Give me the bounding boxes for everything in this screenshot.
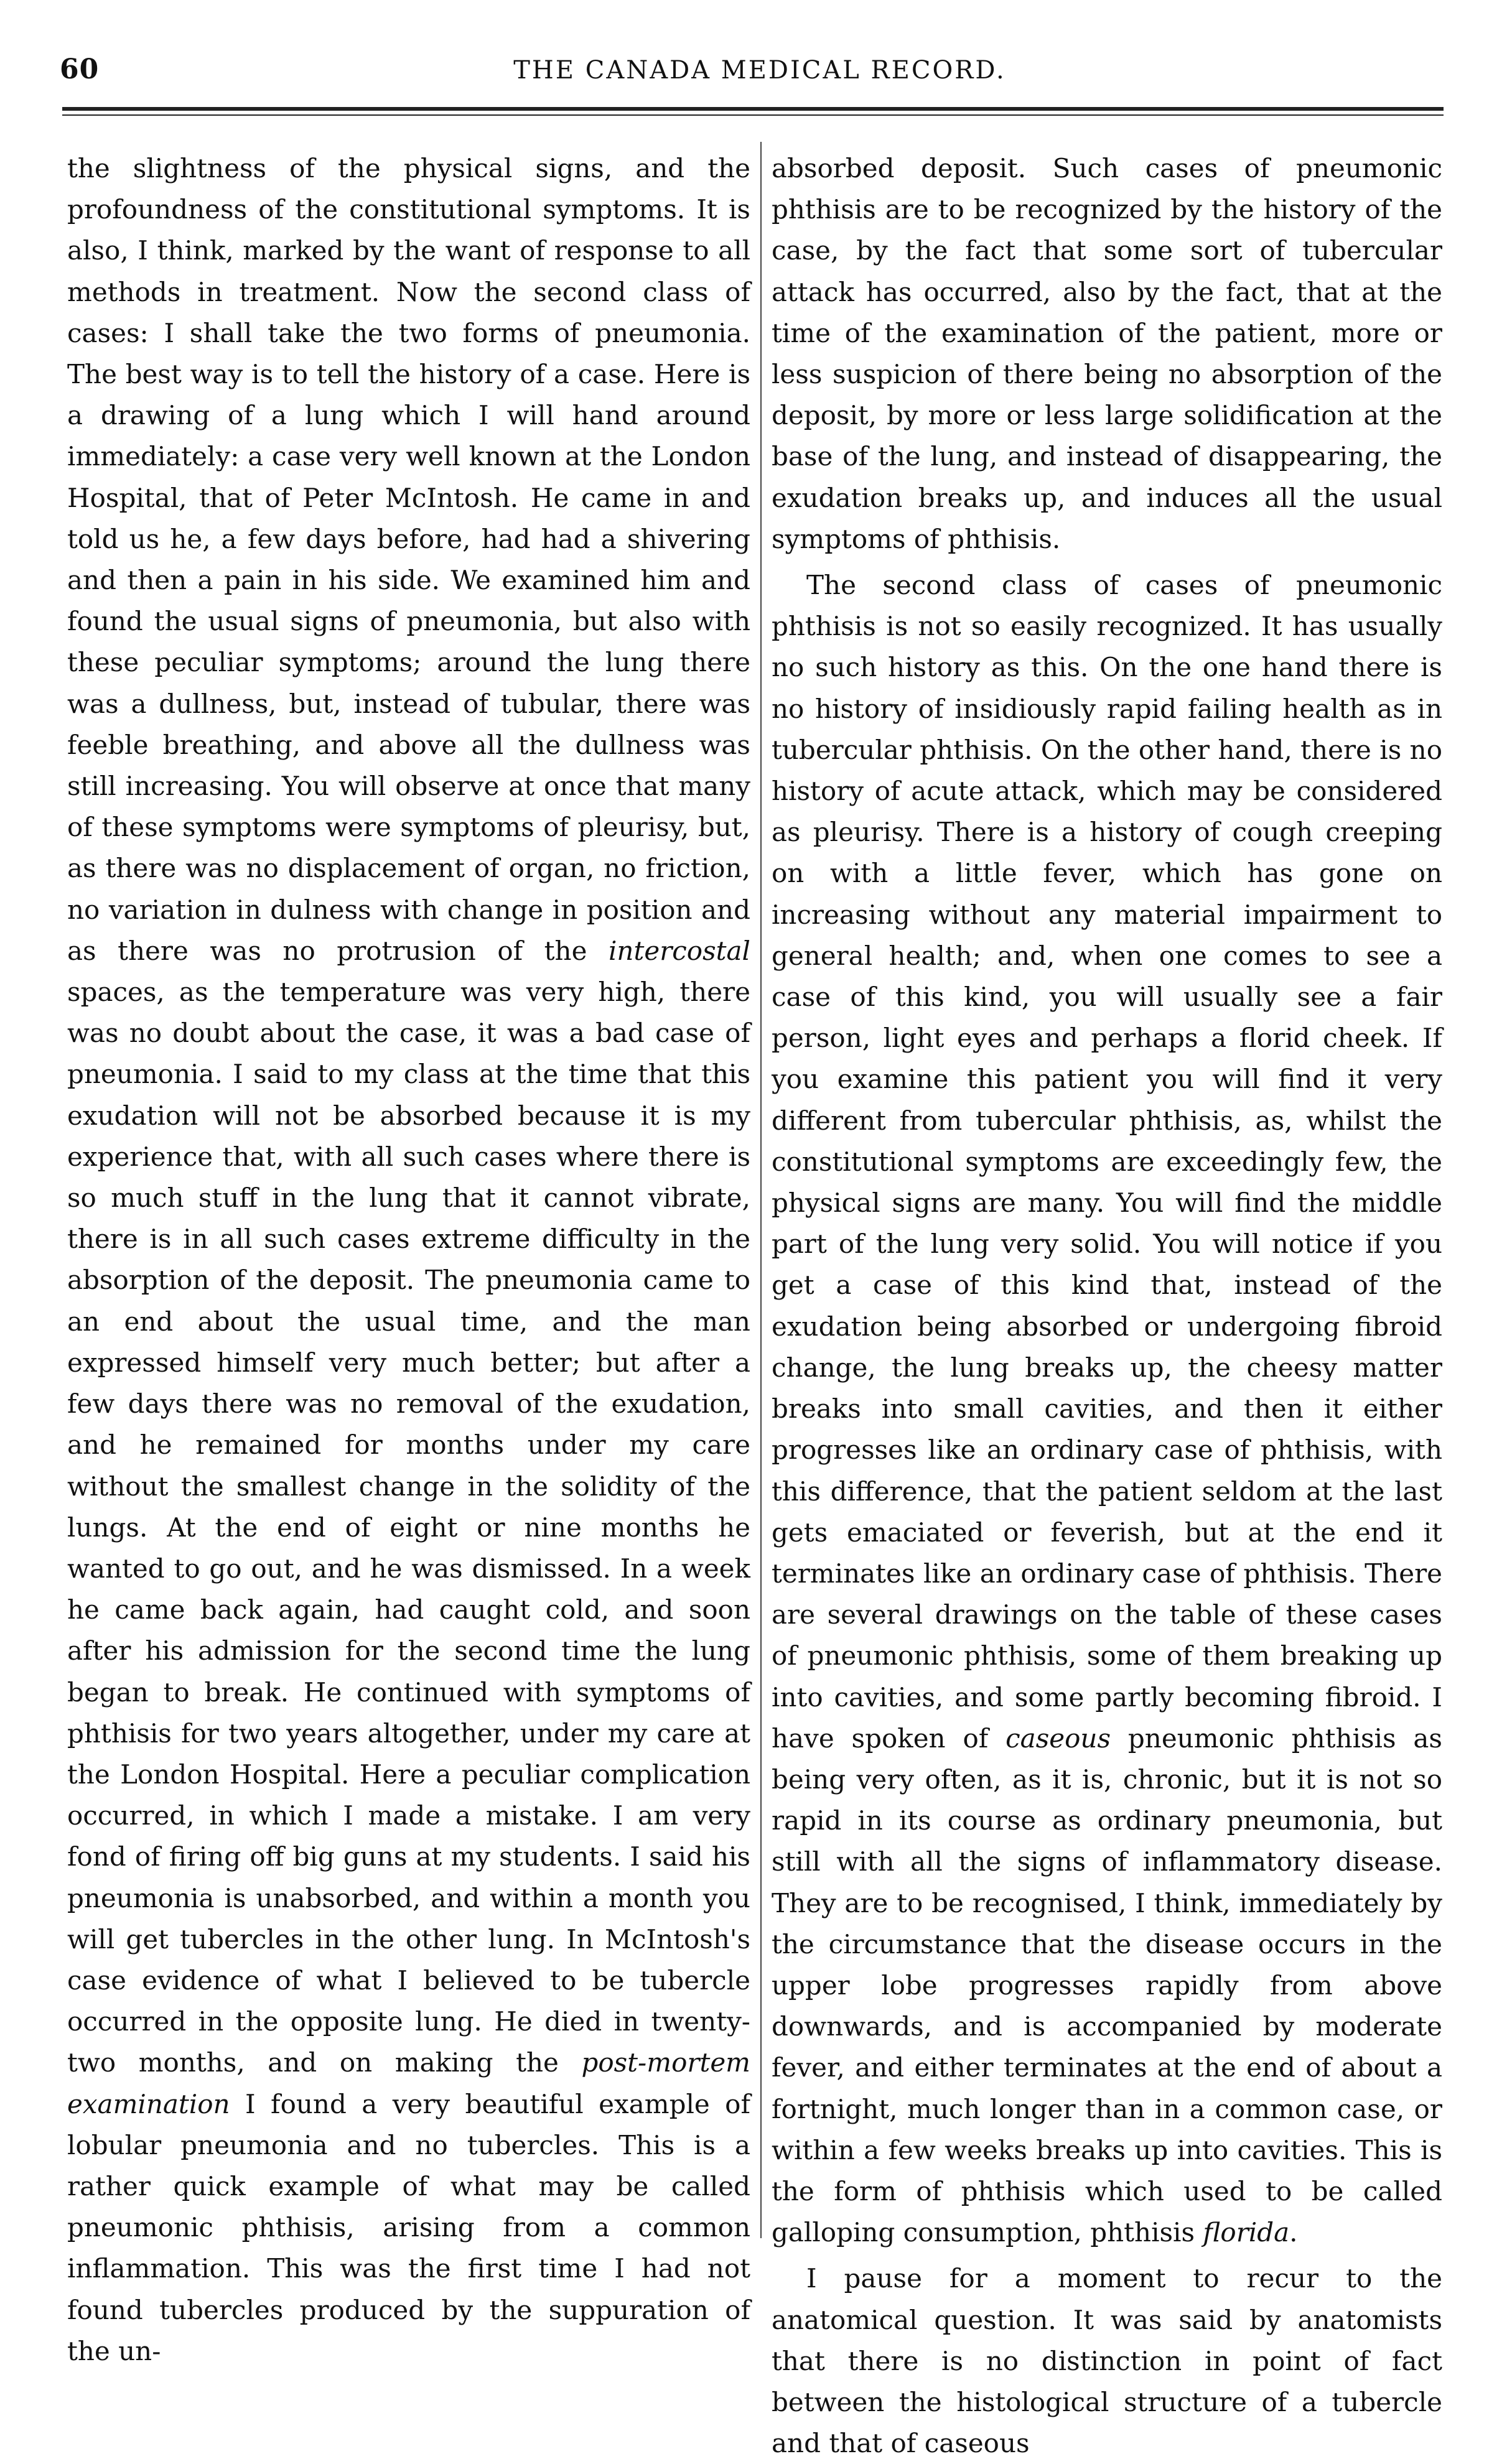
paragraph: I pause for a moment to recur to the anatomical question. It was said by anatomists that there is no distinction in point of fact between the histological structure of a tubercle and that of caseous (772, 2263, 1442, 2459)
page-number: 60 (60, 53, 100, 85)
paragraph: absorbed deposit. Such cases of pneumonic phthisis are to be recognized by the history of the case, by the fact that some sort of tubercular attack has occurred, also by the fact, that at the time of the examination of the patient, more or less suspicion of there being no absorption of the deposit, by more or less large solidification at the base of the lung, and instead of disappearing, the exudation breaks up, and induces all the usual symptoms of phthisis. (772, 153, 1442, 554)
right-column (772, 148, 1442, 2464)
left-column (67, 148, 750, 2372)
text-run: the slightness of the physical signs, and the profoundness of the constitutional symptoms. It is also, I think, marked by the want of response to all methods in treatment. Now the second class of cases: I shall take the two forms of pneumonia. The best way is to tell the history of a case. Here is a drawing of a lung which I will hand around immediately: a case very well known at the London Hospital, that of Peter McIntosh. He came in and told us he, a few days before, had had a shivering and then a pain in his side. We examined him and found the usual signs of pneumonia, but also with these peculiar symptoms; around the lung there was a dullness, but, instead of tubular, there was feeble breathing, and above all the dullness was still increasing. You will observe at once that many of these symptoms were symptoms of pleurisy, but, as there was no displacement of organ, no friction, no variation in dulness with change in position and as there was no protrusion of the (67, 153, 750, 966)
running-title: THE CANADA MEDICAL RECORD. (513, 56, 1006, 85)
italic-term: intercostal (608, 935, 750, 966)
page-header (60, 53, 1460, 91)
text-run: . (1289, 2217, 1298, 2248)
italic-term: florida (1203, 2217, 1290, 2248)
italic-term: post-mortem examination (67, 2047, 750, 2119)
paragraph (67, 148, 750, 2372)
header-rule-thin (62, 114, 1444, 116)
column-divider (760, 142, 762, 2238)
header-rule-thick (62, 107, 1444, 111)
paragraph (772, 565, 1442, 2253)
italic-term: caseous (1005, 1722, 1111, 1754)
text-run: spaces, as the temperature was very high, there was no doubt about the case, it was a bad case of pneumonia. I said to my class at the time that this exudation will not be absorbed because it is my experience that, with all such cases where there is so much stuff in the lung that it cannot vibrate, there is in all such cases extreme difficulty in the absorption of the deposit. The pneumonia came to an end about the usual time, and the man expressed himself very much better; but after a few days there was no removal of the exudation, and he remained for months under my care without the smallest change in the solidity of the lungs. At the end of eight or nine months he wanted to go out, and he was dismissed. In a week he came back again, had caught cold, and soon after his admission for the second time the lung began to break. He continued with symptoms of phthisis for two years altogether, under my care at the London Hospital. Here a peculiar complication occurred, in which I made a mistake. I am very fond of firing off big guns at my students. I said his pneumonia is unabsorbed, and within a month you will get tubercles in the other lung. In McIntosh's case evidence of what I believed to be tubercle occurred in the opposite lung. He died in twenty-two months, and on making the (67, 977, 750, 2078)
text-run: I found a very beautiful example of lobular pneumonia and no tubercles. This is a rather quick example of what may be called pneumonic phthisis, arising from a common inflammation. This was the first time I had not found tubercles produced by the suppuration of the un- (67, 2088, 750, 2366)
text-run: pneumonic phthisis as being very often, as it is, chronic, but it is not so rapid in its course as ordinary pneumonia, but still with all the signs of inflammatory disease. They are to be recognised, I think, immediately by the circumstance that the disease occurs in the upper lobe progresses rapidly from above downwards, and is accompanied by moderate fever, and either terminates at the end of about a fortnight, much longer than in a common case, or within a few weeks breaks up into cavities. This is the form of phthisis which used to be called galloping consumption, phthisis (772, 1722, 1442, 2248)
text-run: The second class of cases of pneumonic phthisis is not so easily recognized. It has usually no such history as this. On the one hand there is no history of insidiously rapid failing health as in tubercular phthisis. On the other hand, there is no history of acute attack, which may be considered as pleurisy. There is a history of cough creeping on with a little fever, which has gone on increasing without any material impairment to general health; and, when one comes to see a case of this kind, you will usually see a fair person, light eyes and perhaps a florid cheek. If you examine this patient you will find it very different from tubercular phthisis, as, whilst the constitutional symptoms are exceedingly few, the physical signs are many. You will find the middle part of the lung very solid. You will notice if you get a case of this kind that, instead of the exudation being absorbed or undergoing fibroid change, the lung breaks up, the cheesy matter breaks into small cavities, and then it either progresses like an ordinary case of phthisis, with this difference, that the patient seldom at the last gets emaciated or feverish, but at the end it terminates like an ordinary case of phthisis. There are several drawings on the table of these cases of pneumonic phthisis, some of them breaking up into cavities, and some partly becoming fibroid. I have spoken of (772, 570, 1442, 1754)
